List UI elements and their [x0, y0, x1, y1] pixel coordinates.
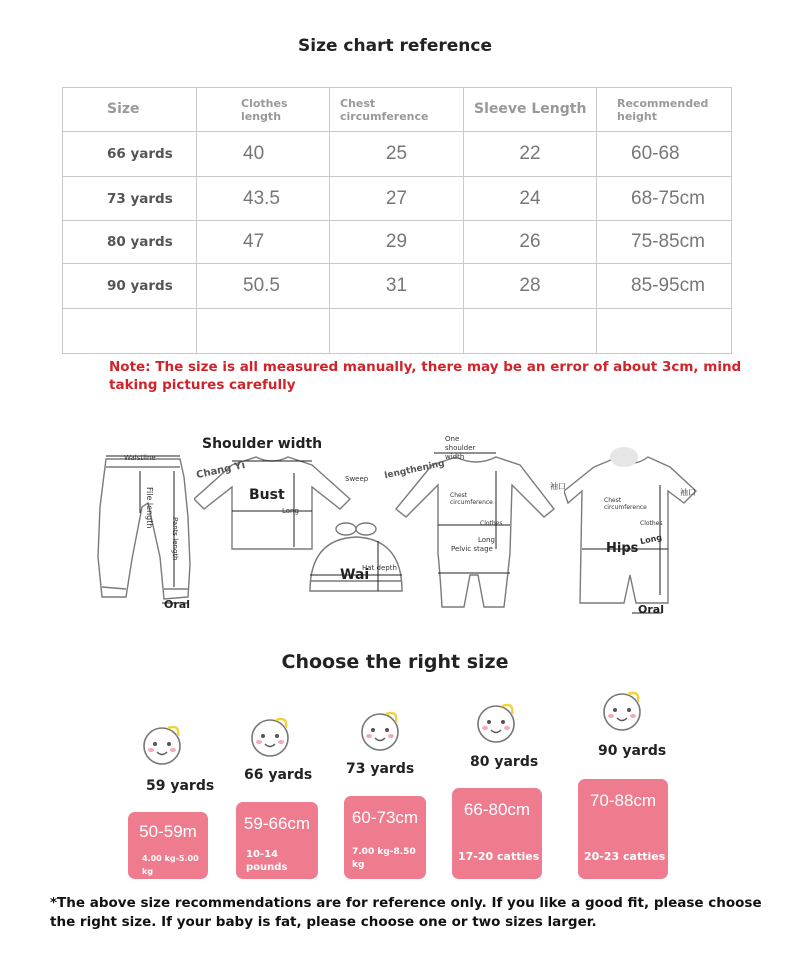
table-cell: 75-85cm: [597, 221, 732, 264]
table-cell: 22: [464, 132, 597, 177]
header-size: Size: [63, 88, 197, 132]
table-cell: 29: [330, 221, 464, 264]
bodysuit-illustration: [564, 445, 700, 621]
table-row: [63, 132, 732, 177]
size-card: [236, 802, 318, 879]
baby-face-icon: [474, 700, 520, 746]
label-bodysuit-chest: Chest circumference: [604, 497, 647, 511]
table-cell: [330, 309, 464, 354]
label-bodysuit-long: Long: [639, 532, 663, 547]
size-yards-label: 59 yards: [146, 778, 215, 794]
label-bodysuit-cuff: 袖口: [680, 488, 696, 497]
measurement-diagrams: [0, 425, 790, 625]
label-romper-clothes: Clothes: [480, 520, 503, 527]
header-height: Recommended height: [597, 88, 732, 132]
table-cell: 40: [197, 132, 330, 177]
table-cell: 60-68: [597, 132, 732, 177]
size-weight: 7.00 kg-8.50 kg: [352, 847, 416, 870]
label-bodysuit-oral: Oral: [638, 603, 664, 616]
measurement-note: Note: The size is all measured manually, there may be an error of about 3cm, mind taking pictures carefully: [109, 359, 742, 393]
table-cell: 28: [464, 264, 597, 309]
label-pelvic: Pelvic stage: [451, 545, 493, 553]
size-range: 50-59m: [139, 822, 197, 841]
size-card: [128, 812, 208, 879]
label-shoulder-width: Shoulder width: [202, 436, 323, 452]
table-row: [63, 177, 732, 221]
header-clothes-length: Clothes length: [197, 88, 330, 132]
table-row: [63, 264, 732, 309]
label-one-shoulder-width: One shoulder width: [445, 435, 476, 461]
table-cell: 50.5: [197, 264, 330, 309]
baby-face-icon: [600, 688, 646, 734]
label-romper-cuff: 袖口: [550, 482, 566, 491]
table-cell: 43.5: [197, 177, 330, 221]
size-yards-label: 73 yards: [346, 761, 415, 777]
size-table: [62, 87, 732, 354]
size-range: 70-88cm: [589, 791, 657, 810]
table-cell: 68-75cm: [597, 177, 732, 221]
table-cell: 66 yards: [63, 132, 197, 177]
table-cell: 85-95cm: [597, 264, 732, 309]
size-range: 66-80cm: [463, 800, 531, 819]
size-range: 60-73cm: [351, 808, 419, 827]
table-cell: 47: [197, 221, 330, 264]
table-cell: 24: [464, 177, 597, 221]
table-cell: 25: [330, 132, 464, 177]
label-hips: Hips: [606, 541, 639, 556]
size-weight: 20-23 catties: [584, 850, 666, 863]
label-romper-long: Long: [478, 536, 495, 544]
label-file-length: File length: [145, 487, 154, 529]
header-chest: Chest circumference: [330, 88, 464, 132]
table-row: [63, 309, 732, 354]
table-cell: [63, 309, 197, 354]
baby-face-icon: [358, 708, 404, 754]
table-cell: 80 yards: [63, 221, 197, 264]
table-cell: [597, 309, 732, 354]
size-yards-label: 80 yards: [470, 754, 539, 770]
size-range: 59-66cm: [243, 814, 311, 833]
label-romper-chest: Chest circumference: [450, 492, 493, 506]
baby-face-icon: [248, 714, 294, 760]
label-lengthening: lengthening: [383, 458, 446, 482]
label-wai: Wai: [340, 567, 370, 583]
header-sleeve: Sleeve Length: [464, 88, 597, 132]
choose-size-title: Choose the right size: [281, 651, 509, 673]
label-chang-yi: Chang Yi: [195, 459, 247, 482]
size-weight: 10-14 pounds: [246, 849, 288, 873]
table-row: [63, 221, 732, 264]
label-bodysuit-clothes: Clothes: [640, 520, 663, 527]
baby-face-icon: [140, 722, 186, 768]
footnote: *The above size recommendations are for reference only. If you like a good fit, please choose the right size. If your baby is fat, please choose one or two sizes larger.: [50, 895, 762, 930]
label-pants-length: Pants length: [171, 517, 179, 561]
label-hat-depth: Hat depth: [362, 564, 397, 572]
label-pants-oral: Oral: [164, 598, 190, 611]
table-cell: 31: [330, 264, 464, 309]
page-title: Size chart reference: [298, 36, 492, 56]
label-sweep: Sweep: [345, 475, 369, 483]
label-bust: Bust: [249, 487, 285, 503]
table-cell: 27: [330, 177, 464, 221]
size-weight: 17-20 catties: [458, 850, 540, 863]
label-waistline: Waistline: [124, 454, 156, 462]
table-header-row: [63, 88, 732, 132]
size-card: [578, 779, 668, 879]
size-card: [452, 788, 542, 879]
table-cell: [197, 309, 330, 354]
table-cell: 73 yards: [63, 177, 197, 221]
table-cell: 90 yards: [63, 264, 197, 309]
size-yards-label: 66 yards: [244, 767, 313, 783]
table-cell: 26: [464, 221, 597, 264]
label-shirt-long: Long: [282, 507, 299, 515]
size-weight: 4.00 kg-5.00 kg: [142, 854, 199, 876]
table-cell: [464, 309, 597, 354]
size-yards-label: 90 yards: [598, 743, 667, 759]
size-card: [344, 796, 426, 879]
